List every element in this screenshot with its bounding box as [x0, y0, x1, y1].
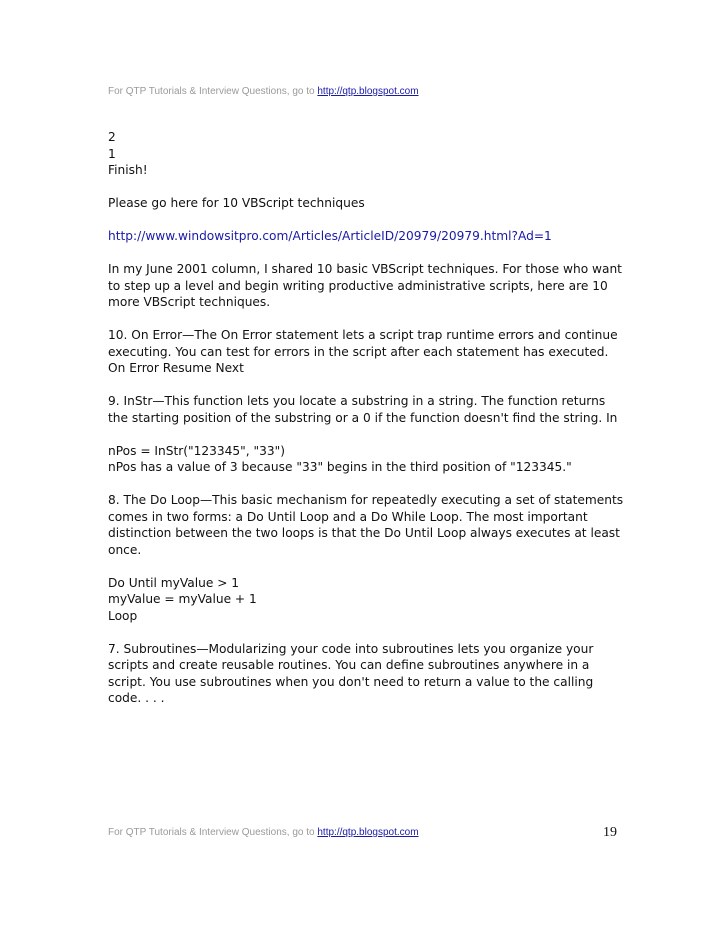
- code-line: Do Until myValue > 1: [108, 575, 240, 590]
- technique-10-text: 10. On Error—The On Error statement lets a script trap runtime errors and continue executing. You can test for errors in the script after each statement has executed.: [108, 328, 618, 359]
- countdown-line-1: 2: [108, 130, 116, 144]
- code-line: nPos = InStr("123345", "33"): [108, 443, 285, 458]
- intro-paragraph: In my June 2001 column, I shared 10 basic VBScript techniques. For those who want to step up a level and begin writing productive administrative scripts, here are 10 more VBScript techniques.: [108, 262, 622, 309]
- code-line: nPos has a value of 3 because "33" begins in the third position of "123345.": [108, 460, 572, 474]
- countdown-line-3: Finish!: [108, 163, 148, 177]
- technique-8-text: 8. The Do Loop—This basic mechanism for repeatedly executing a set of statements comes in two forms: a Do Until Loop and a Do While Loop. The most important distinction between the two loops is that the Do Until Loop always executes at least once.: [108, 493, 624, 557]
- technique-9-code: [108, 443, 628, 476]
- countdown-block: [108, 129, 628, 179]
- page-body: [108, 129, 628, 723]
- technique-8-code: [108, 575, 628, 625]
- intro-text: Please go here for 10 VBScript techniques: [108, 196, 365, 210]
- page-number: 19: [603, 825, 617, 840]
- technique-10-code: On Error Resume Next: [108, 361, 244, 375]
- header-link[interactable]: http://qtp.blogspot.com: [317, 86, 419, 97]
- footer-text: For QTP Tutorials & Interview Questions, go to: [108, 827, 318, 838]
- page-footer: [108, 827, 419, 838]
- technique-9-text: 9. InStr—This function lets you locate a substring in a string. The function returns the starting position of the substring or a 0 if the function doesn't find the string. In: [108, 394, 618, 425]
- code-line: myValue = myValue + 1: [108, 592, 257, 606]
- technique-7-text: 7. Subroutines—Modularizing your code into subroutines lets you organize your scripts and create reusable routines. You can define subroutines anywhere in a script. You use subroutines when you don't need to return a value to the calling code. . . .: [108, 641, 594, 705]
- technique-10: [108, 327, 628, 377]
- article-url[interactable]: http://www.windowsitpro.com/Articles/ArticleID/20979/20979.html?Ad=1: [108, 229, 552, 243]
- countdown-line-2: 1: [108, 146, 116, 161]
- footer-link[interactable]: http://qtp.blogspot.com: [317, 827, 419, 838]
- page-header: [108, 86, 419, 97]
- code-line: Loop: [108, 608, 138, 623]
- header-text: For QTP Tutorials & Interview Questions, go to: [108, 86, 318, 97]
